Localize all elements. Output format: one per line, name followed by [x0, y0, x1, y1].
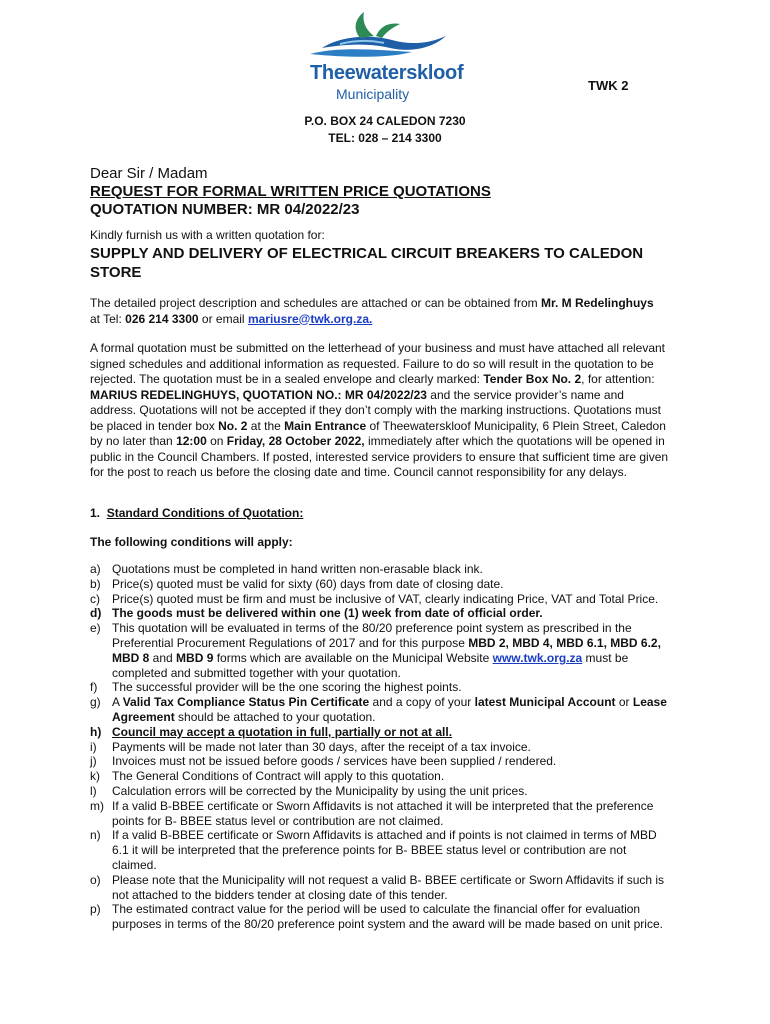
subject-title — [90, 244, 690, 282]
item-text — [112, 695, 670, 725]
subject-line-2: STORE — [90, 264, 142, 281]
item-text-part: must be completed and submitted together with your quotation. — [112, 650, 629, 680]
mbd-9: MBD 9 — [176, 650, 214, 665]
list-item — [90, 754, 670, 769]
item-label: i) — [90, 739, 97, 754]
email-link[interactable]: mariusre@twk.org.za. — [247, 311, 373, 326]
conditions-list — [90, 562, 670, 932]
p1-text: and the service provider’s name and address. Quotations will not be accepted if they don’t comply with the marking instructions. Quotations must be placed in tender box — [90, 387, 661, 433]
quotation-number: QUOTATION NUMBER: MR 04/2022/23 — [90, 201, 360, 218]
item-label: n) — [90, 828, 101, 843]
item-label: k) — [90, 769, 100, 784]
description-text: The detailed project description and schedules are attached or can be obtained from — [90, 296, 538, 310]
intro-line: Kindly furnish us with a written quotation for: — [90, 228, 325, 242]
contact-name: Mr. M Redelinghuys — [540, 296, 654, 310]
list-item — [90, 577, 670, 592]
item-text: The estimated contract value for the period will be used to calculate the financial offer for evaluation purposes in terms of the 80/20 preference point system and the award will be made based on unit price. — [112, 902, 663, 932]
item-text-part: forms which are available on the Municipal Website — [213, 650, 493, 665]
item-text: Price(s) quoted must be valid for sixty (60) days from date of closing date. — [112, 576, 504, 591]
p1-box-number: No. 2 — [218, 418, 248, 433]
item-text-part: and a copy of your — [369, 695, 475, 710]
list-item — [90, 725, 670, 740]
description-paragraph — [90, 296, 670, 327]
list-item — [90, 680, 670, 695]
item-text — [112, 621, 670, 680]
item-text: Please note that the Municipality will not request a valid B- BBEE certificate or Sworn Affidavits if such is not attached to the bidders tender at closing date of this tender. — [112, 872, 665, 902]
mbd-forms: MBD 2, MBD 4, MBD 6.1, MBD 6.2, MBD 8 — [112, 635, 661, 665]
list-item — [90, 784, 670, 799]
p1-text: A formal quotation must be submitted on the letterhead of your business and must have attached all relevant signed schedules and additional information as requested. Failure to do so will result in the quotation to be rejected. The quotation must be in a sealed envelope and clearly marked: — [90, 341, 666, 386]
item-text: Quotations must be completed in hand written non-erasable black ink. — [112, 562, 483, 576]
submission-paragraph — [90, 341, 670, 481]
section-1-heading — [90, 506, 303, 520]
item-text-part: should be attached to your quotation. — [174, 709, 376, 724]
item-label: h) — [90, 724, 102, 739]
list-item — [90, 799, 670, 829]
item-text: Invoices must not be issued before goods / services have been supplied / rendered. — [112, 754, 557, 769]
list-item — [90, 621, 670, 680]
list-item — [90, 740, 670, 755]
item-label: f) — [90, 680, 98, 695]
item-text: Calculation errors will be corrected by the Municipality by using the unit prices. — [112, 783, 528, 798]
tax-certificate: Valid Tax Compliance Status Pin Certificate — [122, 695, 370, 710]
item-text: If a valid B-BBEE certificate or Sworn Affidavits is attached and if points is not claimed in terms of MBD 6.1 it will be interpreted that the preference points for B- BBEE status level or contribution are not claimed. — [112, 828, 657, 872]
item-label: c) — [90, 591, 100, 606]
section-number: 1. — [90, 506, 101, 520]
municipality-logo-icon — [300, 6, 450, 66]
email-label: or email — [201, 311, 245, 326]
item-text: The goods must be delivered within one (1) week from date of official order. — [112, 606, 543, 621]
item-text-part: A — [112, 695, 123, 710]
p1-text: immediately after which the quotations will be opened in public in the Council Chambers. If posted, interested service providers to ensure that sufficient time are given for the post to reach us before the closing date and time. Council cannot responsibility for any delays. — [90, 434, 669, 479]
website-link[interactable]: www.twk.org.za — [492, 650, 583, 665]
p1-closing-date: Friday, 28 October 2022, — [226, 434, 365, 448]
section-title: Standard Conditions of Quotation: — [106, 506, 304, 520]
item-label: j) — [90, 754, 97, 769]
p1-text: at the — [247, 418, 285, 433]
list-item — [90, 592, 670, 607]
item-label: p) — [90, 902, 101, 917]
p1-attention: MARIUS REDELINGHUYS, QUOTATION NO.: MR 04/2022/23 — [90, 387, 427, 402]
subject-line-1: SUPPLY AND DELIVERY OF ELECTRICAL CIRCUIT BREAKERS TO CALEDON — [90, 245, 644, 262]
list-item — [90, 873, 670, 903]
list-item — [90, 606, 670, 621]
item-text-part: and — [149, 650, 177, 665]
item-text: The successful provider will be the one scoring the highest points. — [112, 680, 462, 695]
item-text: Council may accept a quotation in full, partially or not at all. — [112, 724, 453, 739]
item-label: m) — [90, 798, 104, 813]
item-label: g) — [90, 695, 101, 710]
list-item — [90, 828, 670, 872]
item-label: e) — [90, 621, 101, 636]
item-text: Price(s) quoted must be firm and must be inclusive of VAT, clearly indicating Price, VAT and Total Price. — [112, 591, 659, 606]
p1-tender-box: Tender Box No. 2 — [483, 372, 582, 386]
p1-text: of Theewaterskloof Municipality, 6 Plein Street, Caledon by no later than — [90, 418, 666, 448]
item-label: d) — [90, 606, 102, 621]
tel-label: at Tel: — [90, 311, 122, 326]
document-reference: TWK 2 — [588, 78, 629, 93]
p1-text: , for attention: — [581, 372, 655, 386]
p1-main-entrance: Main Entrance — [284, 418, 367, 433]
list-item — [90, 902, 670, 932]
request-heading: REQUEST FOR FORMAL WRITTEN PRICE QUOTATIONS — [90, 183, 491, 200]
p1-closing-time: 12:00 — [176, 434, 207, 448]
telephone: TEL: 028 – 214 3300 — [328, 131, 442, 145]
item-text: If a valid B-BBEE certificate or Sworn Affidavits is not attached it will be interpreted that the preference points for B- BBEE status level or contribution are not claimed. — [112, 798, 654, 828]
list-item — [90, 695, 670, 725]
item-text-part: This quotation will be evaluated in terms of the 80/20 preference point system as prescribed in the Preferential Procurement Regulations of 2017 and for this purpose — [112, 621, 632, 650]
item-text: The General Conditions of Contract will apply to this quotation. — [112, 769, 445, 784]
postal-address: P.O. BOX 24 CALEDON 7230 — [304, 114, 466, 128]
municipal-account: latest Municipal Account — [474, 695, 616, 710]
item-label: o) — [90, 872, 101, 887]
conditions-lead: The following conditions will apply: — [90, 535, 293, 549]
org-name: Theewaterskloof — [310, 62, 464, 84]
org-subtitle: Municipality — [336, 86, 410, 102]
salutation: Dear Sir / Madam — [90, 165, 208, 182]
item-label: a) — [90, 562, 101, 576]
item-text-part: or — [615, 695, 633, 710]
item-text: Payments will be made not later than 30 days, after the receipt of a tax invoice. — [112, 739, 531, 754]
item-label: b) — [90, 576, 101, 591]
p1-text: on — [206, 434, 227, 448]
item-label: l) — [90, 783, 97, 798]
list-item — [90, 769, 670, 784]
contact-tel: 026 214 3300 — [125, 311, 199, 326]
list-item — [90, 562, 670, 577]
lease-agreement: Lease Agreement — [112, 695, 667, 724]
